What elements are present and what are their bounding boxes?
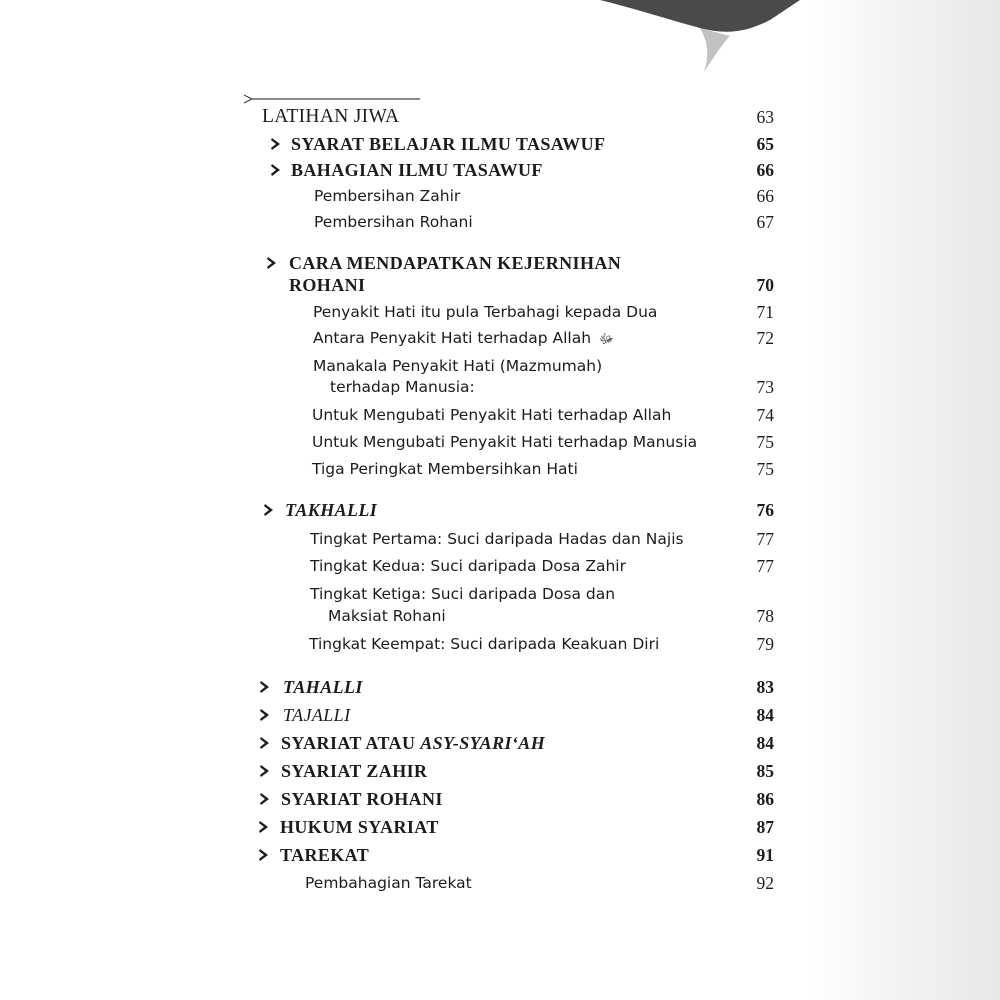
toc-entry-page: 66 (756, 160, 774, 180)
toc-entry-page: 92 (756, 873, 774, 893)
toc-entry-label: Pembersihan Zahir (314, 187, 461, 205)
chevron-right-icon (259, 680, 271, 694)
toc-entry-tingkat-ketiga-cont[interactable] (0, 602, 1000, 630)
toc-entry-bahagian[interactable] (0, 156, 1000, 184)
chevron-right-icon (270, 137, 282, 151)
toc-entry-label: SYARIAT ZAHIR (281, 761, 428, 781)
toc-entry-page: 84 (756, 705, 774, 725)
toc-entry-tarekat[interactable] (0, 841, 1000, 869)
toc-entry-page: 66 (756, 186, 774, 206)
toc-entry-page: 86 (756, 789, 774, 809)
toc-entry-page: 73 (756, 377, 774, 397)
toc-entry-latihan-jiwa[interactable] (0, 103, 1000, 131)
toc-entry-page: 91 (756, 845, 774, 865)
chevron-right-icon (266, 256, 278, 270)
toc-entry-label: Tiga Peringkat Membersihkan Hati (312, 460, 578, 478)
toc-entry-label-line1: Manakala Penyakit Hati (Mazmumah) (313, 357, 603, 375)
toc-entry-tahalli[interactable] (0, 673, 1000, 701)
toc-entry-tajalli[interactable] (0, 701, 1000, 729)
chevron-right-icon (259, 764, 271, 778)
toc-entry-label-line1: CARA MENDAPATKAN KEJERNIHAN (289, 253, 622, 273)
toc-entry-page: 72 (756, 328, 774, 348)
toc-entry-label: TAJALLI (283, 705, 351, 725)
chevron-right-icon (259, 736, 271, 750)
toc-entry-label-line2: Maksiat Rohani (328, 607, 446, 625)
toc-entry-page: 76 (756, 500, 774, 520)
toc-entry-tingkat-kedua[interactable] (0, 552, 1000, 580)
toc-entry-hukum-syariat[interactable] (0, 813, 1000, 841)
toc-entry-label: HUKUM SYARIAT (280, 817, 439, 837)
toc-entry-page: 75 (756, 459, 774, 479)
toc-entry-pembahagian-tarekat[interactable] (0, 869, 1000, 897)
toc-entry-page: 65 (756, 134, 774, 154)
toc-entry-page: 77 (756, 529, 774, 549)
toc-entry-label: LATIHAN JIWA (262, 106, 400, 127)
toc-entry-pembersihan-zahir[interactable] (0, 182, 1000, 210)
toc-entry-label: Tingkat Pertama: Suci daripada Hadas dan Najis (310, 530, 684, 548)
toc-entry-label: Tingkat Kedua: Suci daripada Dosa Zahir (310, 557, 626, 575)
chevron-right-icon (263, 503, 275, 517)
toc-entry-page: 70 (756, 275, 774, 295)
toc-entry-page: 71 (756, 302, 774, 322)
toc-entry-label-line2: terhadap Manusia: (330, 378, 475, 396)
chevron-right-icon (270, 163, 282, 177)
toc-entry-label: Untuk Mengubati Penyakit Hati terhadap Allah (312, 406, 672, 424)
toc-entry-label-line2: ROHANI (289, 275, 366, 295)
jalla-jalaluh-symbol: ﷻ (599, 332, 614, 347)
toc-entry-page: 83 (756, 677, 774, 697)
toc-entry-label: Penyakit Hati itu pula Terbahagi kepada Dua (313, 303, 658, 321)
toc-entry-page: 79 (756, 634, 774, 654)
toc-entry-syarat-belajar[interactable] (0, 130, 1000, 158)
toc-entry-label: Pembersihan Rohani (314, 213, 473, 231)
toc-entry-page: 74 (756, 405, 774, 425)
toc-entry-page: 78 (756, 606, 774, 626)
toc-entry-tingkat-pertama[interactable] (0, 525, 1000, 553)
toc-entry-antara-penyakit-hati[interactable] (0, 324, 1000, 352)
toc-entry-label-plain: SYARIAT ATAU (281, 733, 421, 753)
toc-entry-manakala-cont[interactable] (0, 373, 1000, 401)
chevron-right-icon (259, 792, 271, 806)
chevron-right-icon (259, 708, 271, 722)
chevron-right-icon (258, 848, 270, 862)
toc-entry-pembersihan-rohani[interactable] (0, 208, 1000, 236)
toc-entry-label: Antara Penyakit Hati terhadap Allah (313, 329, 592, 347)
toc-entry-page: 87 (756, 817, 774, 837)
toc-entry-page: 85 (756, 761, 774, 781)
toc-entry-label: BAHAGIAN ILMU TASAWUF (291, 160, 543, 180)
toc-entry-label-line1: Tingkat Ketiga: Suci daripada Dosa dan (310, 585, 616, 603)
toc-entry-label: Tingkat Keempat: Suci daripada Keakuan Diri (309, 635, 660, 653)
toc-entry-syariat-zahir[interactable] (0, 757, 1000, 785)
toc-entry-label: TAHALLI (283, 677, 363, 697)
toc-entry-label-italic: ASY-SYARI‘AH (420, 733, 546, 753)
toc-entry-page: 84 (756, 733, 774, 753)
toc-entry-tiga-peringkat[interactable] (0, 455, 1000, 483)
toc-entry-cara-mendapatkan-cont[interactable] (0, 271, 1000, 299)
toc-entry-tingkat-keempat[interactable] (0, 630, 1000, 658)
toc-entry-page: 63 (756, 107, 774, 127)
toc-entry-page: 75 (756, 432, 774, 452)
toc-entry-page: 67 (756, 212, 774, 232)
toc-entry-mengubati-manusia[interactable] (0, 428, 1000, 456)
toc-entry-takhalli[interactable] (0, 496, 1000, 524)
chevron-right-icon (258, 820, 270, 834)
toc-entry-syariat-atau[interactable] (0, 729, 1000, 757)
toc-entry-label: TAKHALLI (285, 500, 378, 520)
toc-entry-mengubati-allah[interactable] (0, 401, 1000, 429)
toc-entry-syariat-rohani[interactable] (0, 785, 1000, 813)
toc-entry-label: TAREKAT (280, 845, 370, 865)
toc-entry-label: SYARAT BELAJAR ILMU TASAWUF (291, 134, 606, 154)
toc-entry-page: 77 (756, 556, 774, 576)
toc-entry-label: Untuk Mengubati Penyakit Hati terhadap Manusia (312, 433, 698, 451)
toc-entry-penyakit-hati-dua[interactable] (0, 298, 1000, 326)
toc-entry-label: Pembahagian Tarekat (305, 874, 472, 892)
toc-entry-label: SYARIAT ROHANI (281, 789, 443, 809)
